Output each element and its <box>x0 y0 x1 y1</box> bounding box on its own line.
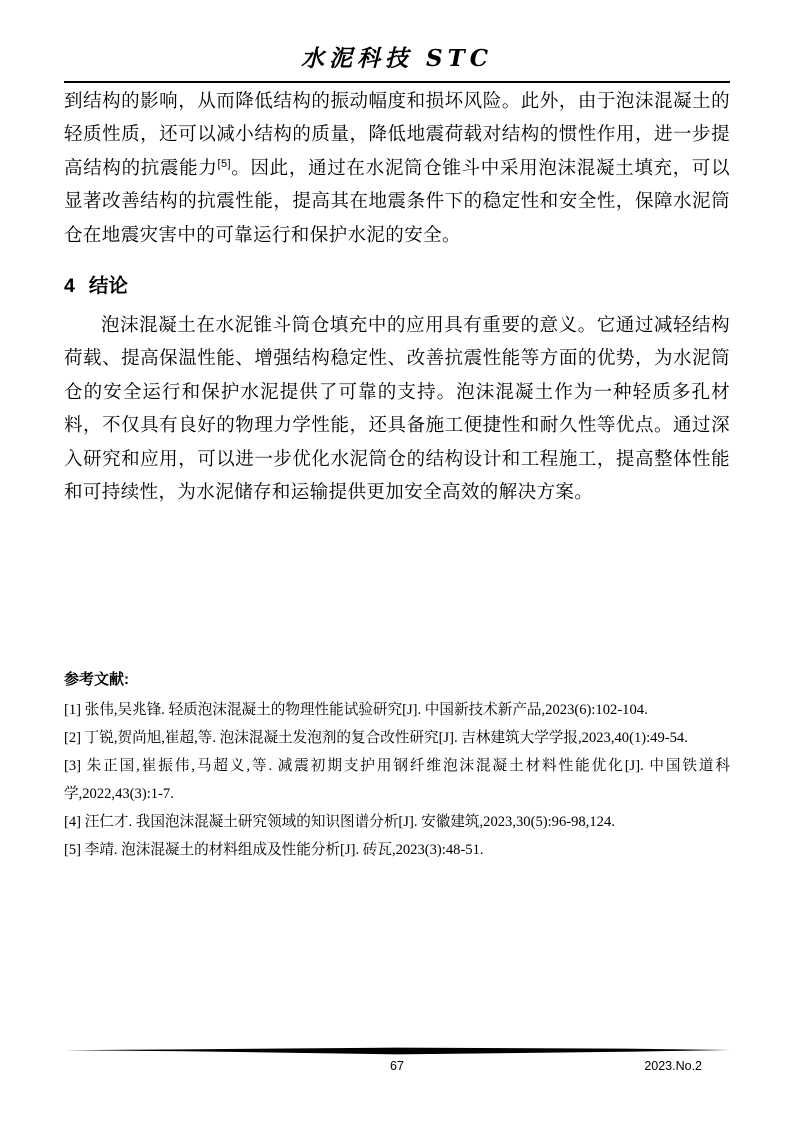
journal-title: 水泥科技 STC <box>300 45 494 72</box>
page-footer <box>64 1046 730 1075</box>
paragraph-text: 。因此，通过在水泥筒仓锥斗中采用泡沫混凝土填充，可以显著改善结构的抗震性能，提高其在地震条件下的稳定性和安全性，保障水泥筒仓在地震灾害中的可靠运行和保护水泥的安全。 <box>64 158 730 246</box>
reference-item: [2] 丁锐,贺尚旭,崔超,等. 泡沫混凝土发泡剂的复合改性研究[J]. 吉林建筑大学学报,2023,40(1):49-54. <box>64 730 688 747</box>
reference-item: [5] 李靖. 泡沫混凝土的材料组成及性能分析[J]. 砖瓦,2023(3):48-51. <box>64 842 484 859</box>
issue-number: 2023.No.2 <box>644 1059 702 1073</box>
footer-tapered-rule <box>64 1046 730 1055</box>
references-list <box>64 696 730 864</box>
citation-superscript: [5] <box>217 157 231 170</box>
section-title: 结论 <box>88 275 128 298</box>
paragraph-text: 到结构的影响，从而降低结构的振动幅度和损坏风险。此外，由于泡沫混凝土的轻质性质，还可以减小结构的质量，降低地震荷载对结构的惯性作用，进一步提高结构的抗震能力 <box>64 92 730 179</box>
header-rule <box>64 81 730 83</box>
references-section <box>64 668 730 864</box>
conclusion-paragraph: 泡沫混凝土在水泥锥斗筒仓填充中的应用具有重要的意义。它通过减轻结构荷载、提高保温性能、增强结构稳定性、改善抗震性能等方面的优势，为水泥筒仓的安全运行和保护水泥提供了可靠的支持。泡沫混凝土作为一种轻质多孔材料，不仅具有良好的物理力学性能，还具备施工便捷性和耐久性等优点。通过深入研究和应用，可以进一步优化水泥筒仓的结构设计和工程施工，提高整体性能和可持续性，为水泥储存和运输提供更加安全高效的解决方案。 <box>64 316 730 504</box>
reference-item: [4] 汪仁才. 我国泡沫混凝土研究领域的知识图谱分析[J]. 安徽建筑,2023,30(5):96-98,124. <box>64 814 615 831</box>
section-number: 4 <box>64 275 75 298</box>
page-number: 67 <box>390 1059 404 1073</box>
reference-item: [1] 张伟,吴兆锋. 轻质泡沫混凝土的物理性能试验研究[J]. 中国新技术新产品,2023(6):102-104. <box>64 702 648 719</box>
footer-row <box>64 1057 730 1075</box>
page-content <box>64 0 730 864</box>
section-heading-conclusion <box>64 271 730 301</box>
paragraph-continuation <box>64 86 730 253</box>
references-heading: 参考文献: <box>64 671 129 689</box>
reference-item: [3] 朱正国,崔振伟,马超义,等. 减震初期支护用钢纤维泡沫混凝土材料性能优化[J]. 中国铁道科学,2022,43(3):1-7. <box>64 758 730 803</box>
